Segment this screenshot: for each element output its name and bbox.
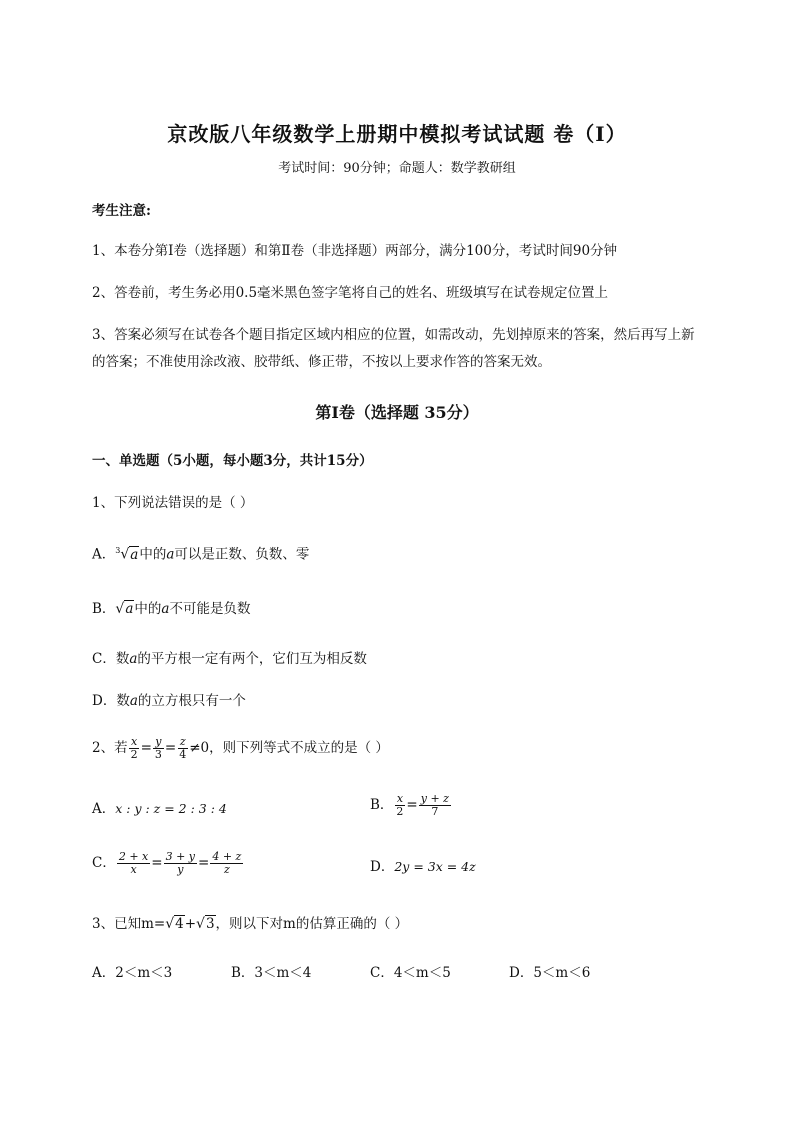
option-label: A． <box>92 801 116 817</box>
denominator: 3 <box>154 748 162 761</box>
equals: = <box>140 740 152 756</box>
numerator: y <box>155 735 162 748</box>
radical-sign: √ <box>196 916 205 932</box>
q2-option-a <box>92 799 227 819</box>
equals: = <box>164 740 177 756</box>
denominator: 4 <box>179 748 187 761</box>
numerator: x <box>396 792 404 805</box>
variable: a <box>129 651 138 667</box>
option-label: B． <box>92 601 116 617</box>
fraction <box>117 851 150 876</box>
part-heading: 一、单选题（5小题，每小题3分，共计15分） <box>92 453 373 469</box>
text: 的平方根一定有两个，它们互为相反数 <box>137 651 367 667</box>
equals: = <box>151 855 163 871</box>
numerator: y + z <box>420 792 449 805</box>
denominator: 7 <box>431 805 439 818</box>
question-3-stem <box>92 914 408 934</box>
q1-option-b <box>92 599 250 619</box>
radicand: a <box>125 601 134 617</box>
denominator: x <box>130 863 137 876</box>
q1-option-c <box>92 649 367 669</box>
radicand: 4 <box>175 916 184 932</box>
equals: = <box>406 797 418 813</box>
radical-sign: √ <box>120 546 130 563</box>
denominator: z <box>223 863 230 876</box>
q1-option-a <box>92 541 309 565</box>
q2-option-b <box>370 793 452 818</box>
text: ，则下列等式不成立的是（ ） <box>209 740 389 756</box>
variable: a <box>166 546 175 563</box>
option-label: D． <box>370 859 395 875</box>
denominator: 2 <box>396 805 404 818</box>
q3-option-a: A．2＜m＜3 <box>92 965 173 981</box>
variable: a <box>129 693 138 709</box>
notice-item-2: 2、答卷前，考生务必用0.5毫米黑色签字笔将自己的姓名、班级填写在试卷规定位置上 <box>92 285 609 301</box>
option-label: C． <box>92 855 116 871</box>
question-2-stem <box>92 736 389 761</box>
not-equal-zero: ≠0 <box>189 740 210 756</box>
denominator: 2 <box>130 748 138 761</box>
radical-sign: √ <box>115 601 125 617</box>
text: 不可能是负数 <box>169 601 251 617</box>
text: 可以是正数、负数、零 <box>174 546 310 563</box>
option-label: A． <box>92 546 116 563</box>
q2-option-c <box>92 851 244 876</box>
q3-option-d: D．5＜m＜6 <box>509 965 591 981</box>
numerator: 2 + x <box>118 850 149 863</box>
radical-sign: √ <box>165 916 175 932</box>
fraction <box>210 851 243 876</box>
q2-option-d <box>370 857 476 877</box>
expression: 2y = 3x = 4z <box>394 859 476 874</box>
variable: a <box>161 601 170 617</box>
option-label: D．数 <box>92 693 130 709</box>
text: 的立方根只有一个 <box>137 693 246 709</box>
numerator: 4 + z <box>212 850 242 863</box>
expression: x : y : z = 2 : 3 : 4 <box>115 801 227 816</box>
text: 中的 <box>134 601 162 617</box>
denominator: y <box>177 863 184 876</box>
option-label: B． <box>370 797 394 813</box>
fraction <box>394 793 405 818</box>
numerator: 3 + y <box>165 850 196 863</box>
notice-heading: 考生注意: <box>92 203 151 219</box>
fraction <box>177 736 188 761</box>
fraction <box>164 851 197 876</box>
option-label: C．数 <box>92 651 130 667</box>
numerator: z <box>179 735 186 748</box>
notice-item-1: 1、本卷分第I卷（选择题）和第Ⅱ卷（非选择题）两部分，满分100分，考试时间90分钟 <box>92 243 618 259</box>
radicand: a <box>130 546 139 563</box>
fraction <box>419 793 451 818</box>
fraction <box>129 736 140 761</box>
text: 中的 <box>139 546 167 563</box>
plus: + <box>184 916 197 932</box>
exam-info: 考试时间：90分钟；命题人：数学教研组 <box>278 161 516 176</box>
fraction <box>153 736 164 761</box>
numerator: x <box>130 735 138 748</box>
radicand: 3 <box>205 916 215 932</box>
question-1-stem: 1、下列说法错误的是（ ） <box>92 495 254 511</box>
q3-option-b: B．3＜m＜4 <box>231 965 312 981</box>
root-index: 3 <box>115 546 121 555</box>
q1-option-d <box>92 691 246 711</box>
text: 2、若 <box>92 740 128 756</box>
section-title: 第I卷（选择题 35分） <box>315 403 479 422</box>
text: 3、已知m= <box>92 916 166 932</box>
notice-item-3-continued: 的答案；不准使用涂改液、胶带纸、修正带，不按以上要求作答的答案无效。 <box>92 354 551 370</box>
notice-item-3: 3、答案必须写在试卷各个题目指定区域内相应的位置，如需改动，先划掉原来的答案，然后再写上新 <box>92 327 695 343</box>
equals: = <box>198 855 210 871</box>
page-title: 京改版八年级数学上册期中模拟考试试题 卷（Ⅰ） <box>167 122 627 146</box>
text: ，则以下对m的估算正确的（ ） <box>215 916 409 932</box>
q3-option-c: C．4＜m＜5 <box>370 965 451 981</box>
